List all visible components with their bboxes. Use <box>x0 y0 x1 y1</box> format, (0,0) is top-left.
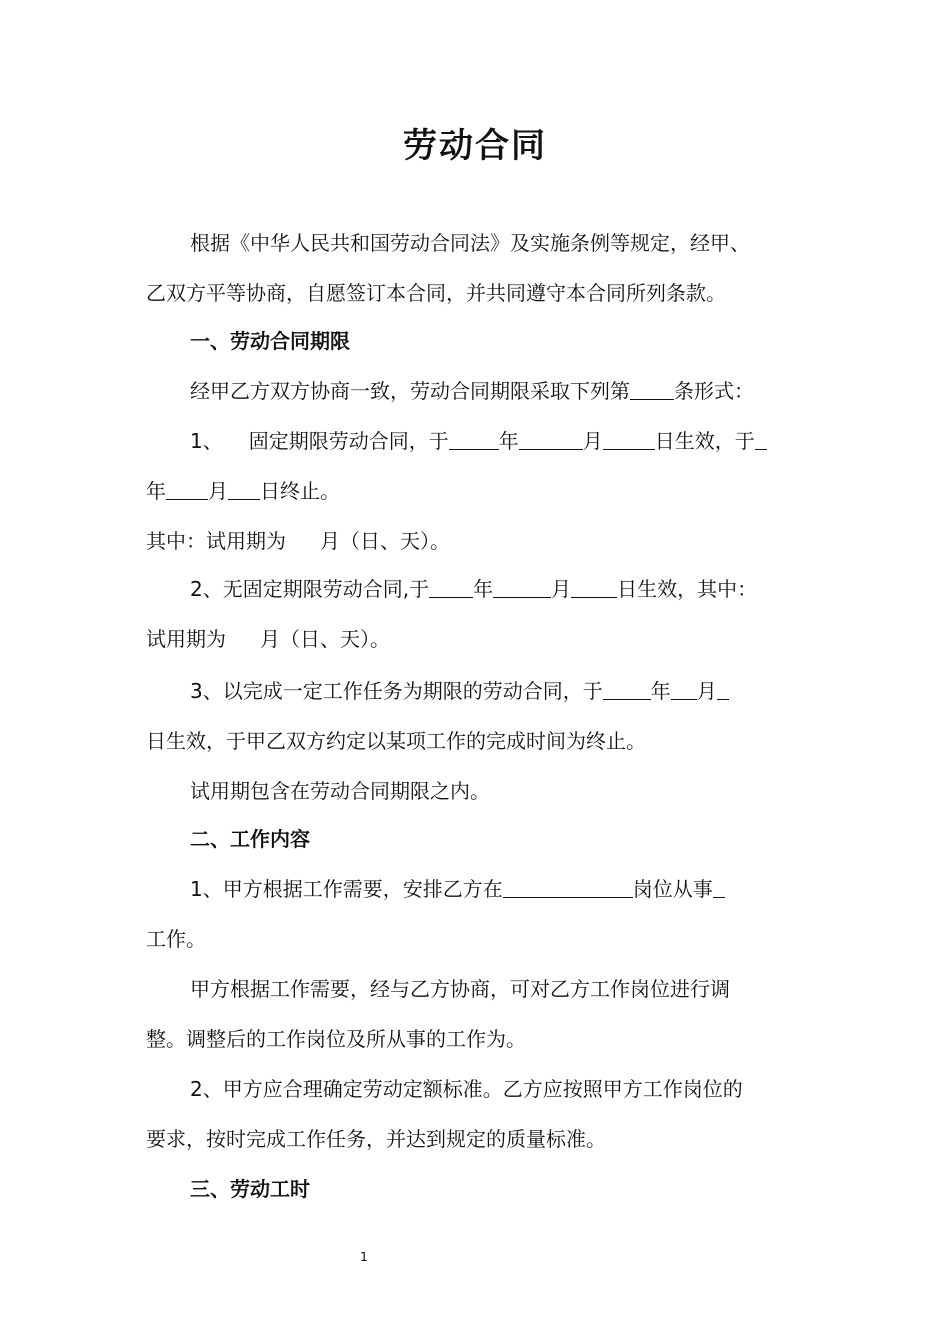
item-1-effective-label: 日生效，于 <box>654 429 755 453</box>
item-2-year-blank[interactable] <box>429 577 473 598</box>
item-3-year-blank[interactable] <box>603 679 651 700</box>
item-3-day-blank[interactable] <box>717 679 729 700</box>
adjust-line-2: 整。调整后的工作岗位及所从事的工作为。 <box>146 1027 526 1051</box>
probation-line-2 <box>146 624 390 654</box>
item-2-month-label: 月 <box>551 577 572 601</box>
item-2-day-blank[interactable] <box>571 577 617 598</box>
job-blank[interactable] <box>713 877 725 898</box>
item-1-end-month-blank[interactable] <box>166 479 208 500</box>
section-2-item-2-line-1: 2、甲方应合理确定劳动定额标准。乙方应按照甲方工作岗位的 <box>190 1077 743 1101</box>
item-1-month-blank[interactable] <box>519 429 583 450</box>
item-3-year-label: 年 <box>650 679 671 703</box>
section-2-item-1-line-2: 工作。 <box>146 927 206 951</box>
item-1-day-blank[interactable] <box>603 429 655 450</box>
item-1-year-label: 年 <box>498 429 519 453</box>
adjust-line-1: 甲方根据工作需要，经与乙方协商，可对乙方工作岗位进行调 <box>190 977 730 1001</box>
item-1-number: 1、 <box>190 429 223 453</box>
document-title: 劳动合同 <box>403 126 547 166</box>
section-2-item-1-text: 1、甲方根据工作需要，安排乙方在 <box>190 877 503 901</box>
section-2-item-1-suffix: 岗位从事 <box>632 877 713 901</box>
item-3-text: 3、以完成一定工作任务为期限的劳动合同，于 <box>190 679 603 703</box>
position-blank[interactable] <box>503 877 633 898</box>
section-3-heading: 三、劳动工时 <box>190 1177 310 1201</box>
item-3-month-blank[interactable] <box>671 679 697 700</box>
item-2-line-1 <box>190 574 757 604</box>
item-1-end-month-label: 月 <box>208 479 228 503</box>
term-choice-suffix: 条形式： <box>674 379 754 403</box>
probation-1-label: 其中：试用期为 <box>146 529 286 553</box>
probation-line-1 <box>146 526 450 556</box>
probation-1-unit: 月（日、天）。 <box>320 529 450 553</box>
section-2-item-1-line-1 <box>190 874 725 904</box>
item-1-year-blank[interactable] <box>449 429 499 450</box>
term-choice-blank[interactable] <box>630 379 674 400</box>
section-2-item-2-line-2: 要求，按时完成工作任务，并达到规定的质量标准。 <box>146 1127 606 1151</box>
term-choice-text: 经甲乙方双方协商一致，劳动合同期限采取下列第 <box>190 379 630 403</box>
item-1-line-2 <box>146 476 340 506</box>
intro-line-2: 乙双方平等协商，自愿签订本合同，并共同遵守本合同所列条款。 <box>146 281 726 305</box>
item-2-rest: 日生效，其中： <box>617 577 758 601</box>
item-1-end-year-blank-start[interactable] <box>755 429 767 450</box>
item-1-end-year-label: 年 <box>146 479 166 503</box>
item-3-month-label: 月 <box>696 679 717 703</box>
item-3-line-1 <box>190 676 729 706</box>
item-2-month-blank[interactable] <box>493 577 551 598</box>
item-1-end-day-blank[interactable] <box>228 479 260 500</box>
probation-2-unit: 月（日、天）。 <box>260 627 390 651</box>
page-number: 1 <box>360 1250 368 1264</box>
intro-line-1: 根据《中华人民共和国劳动合同法》及实施条例等规定，经甲、 <box>190 231 750 255</box>
item-1-line-1 <box>190 426 767 456</box>
probation-note: 试用期包含在劳动合同期限之内。 <box>190 779 490 803</box>
item-3-line-2: 日生效，于甲乙双方约定以某项工作的完成时间为终止。 <box>146 729 646 753</box>
section-1-heading: 一、劳动合同期限 <box>190 329 350 353</box>
item-1-end-label: 日终止。 <box>260 479 340 503</box>
item-1-text: 固定期限劳动合同，于 <box>248 429 449 453</box>
item-1-month-label: 月 <box>582 429 603 453</box>
item-2-year-label: 年 <box>473 577 494 601</box>
probation-2-label: 试用期为 <box>146 627 226 651</box>
term-choice-line <box>190 376 754 406</box>
item-2-text: 2、无固定期限劳动合同,于 <box>190 577 430 601</box>
section-2-heading: 二、工作内容 <box>190 827 310 851</box>
